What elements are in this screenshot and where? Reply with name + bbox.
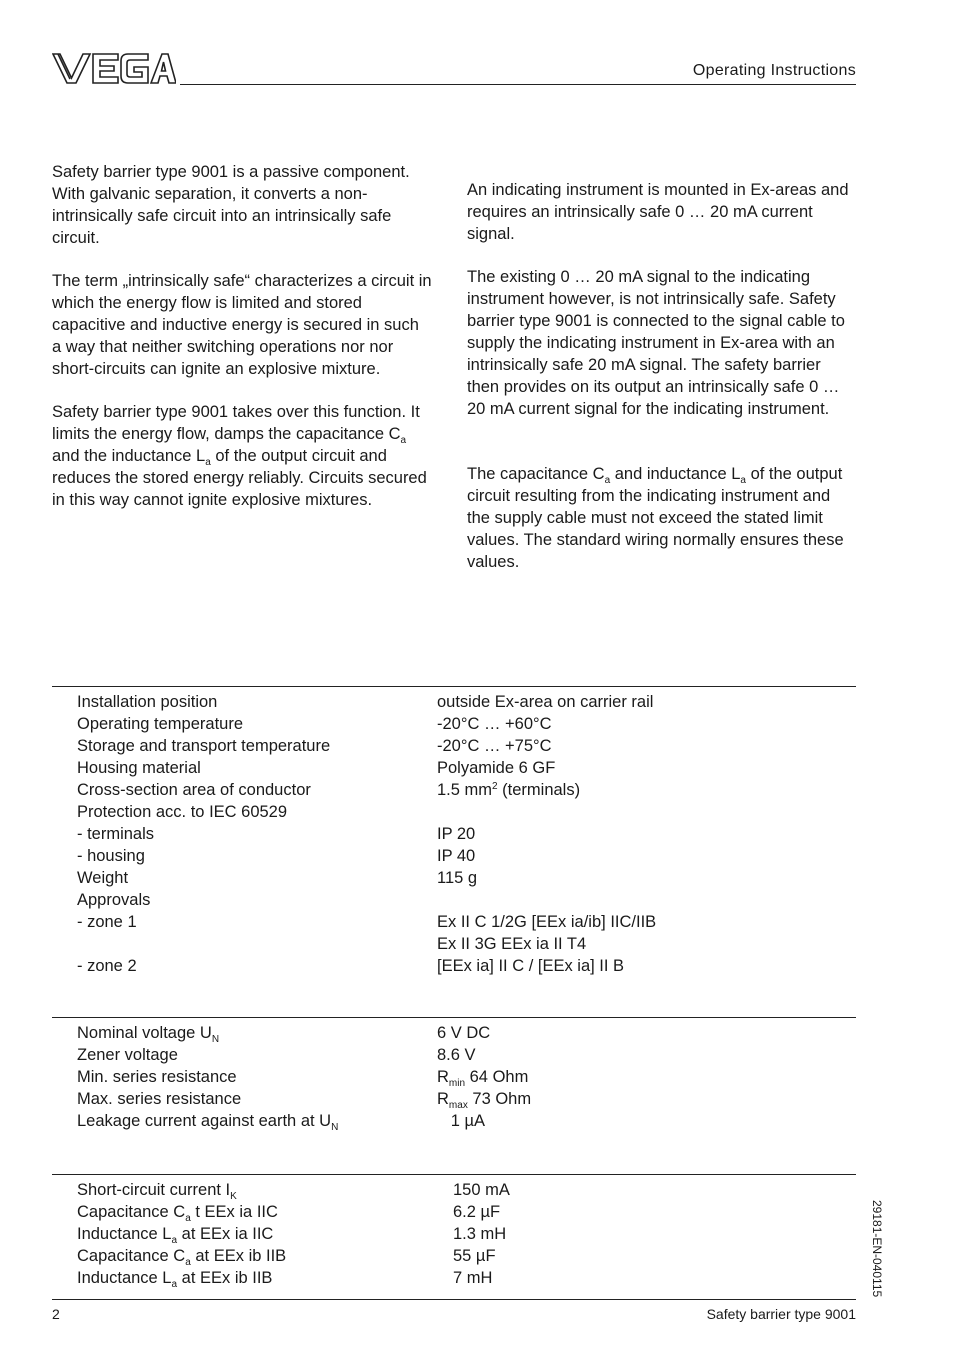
general-data-table [77,691,656,977]
table-row [77,889,656,911]
table-row [77,1179,510,1201]
row-value: $R_{max}$ 73 Ohm [437,1090,532,1111]
row-value: 1.3 mH [453,1225,507,1243]
row-value: outside Ex-area on carrier rail [437,693,654,711]
row-value: -20°C … +75°C [437,737,552,755]
row-value: 1.5 $mm^2$ (terminals) [437,781,581,799]
row-value: [EEx ia] II C / [EEx ia] II B [437,957,625,975]
row-value: Ex II 3G EEx ia II T4 [437,935,587,953]
row-value: 55 µF [453,1247,496,1265]
table-row [77,1044,531,1066]
row-label: - terminals [77,825,155,843]
vega-logo [52,50,176,86]
row-label: Min. series resistance [77,1068,237,1086]
table-row [77,1066,531,1088]
table-row [77,911,656,933]
table-row [77,1088,531,1110]
row-value: 150 mA [453,1181,510,1199]
header-rule [180,84,856,85]
row-value: IP 40 [437,847,476,865]
right-paragraph-2: The existing 0 … 20 mA signal to the indicating instrument however, is not intrinsically safe. Safety barrier type 9001 is connected to the signal cable to supply the indicating instrument in Ex-area with an intrinsically safe 20 mA signal. The safety barrier then provides on its output an intrinsically safe 0 … 20 mA current signal for the indicating instrument. [467,268,845,418]
right-paragraph-1: An indicating instrument is mounted in Ex-areas and requires an intrinsically safe 0 … 20 mA current signal. [467,181,849,243]
right-column [467,179,857,594]
table-row [77,1245,510,1267]
row-value: 1 µA [437,1112,486,1130]
document-number: 29181-EN-040115 [870,1200,884,1298]
footer-title: Safety barrier type 9001 [706,1306,856,1322]
output-data-table [77,1179,510,1289]
row-label: Nominal voltage $U_N$ [77,1024,220,1045]
table-row [77,713,656,735]
header-title: Operating Instructions [692,62,856,79]
row-label: Operating temperature [77,715,244,733]
row-label: Capacitance $C_a$ at EEx ib IIB [77,1247,287,1268]
table-row [77,933,656,955]
row-label: Inductance $L_a$ at EEx ia IIC [77,1225,274,1246]
row-label: Cross-section area of conductor [77,781,311,799]
row-label: Max. series resistance [77,1090,242,1108]
table-row [77,1201,510,1223]
table-row [77,845,656,867]
row-value: 115 g [437,869,478,887]
row-label: Weight [77,869,129,887]
right-paragraph-3: The capacitance $C_a$ and inductance $L_a$ of the output circuit resulting from the indicating instrument and the supply cable must not exceed the stated limit values. The standard wiring normally ensures these values. [467,465,844,571]
table-row [77,1110,531,1132]
row-label: - zone 1 [77,913,137,931]
row-value: Polyamide 6 GF [437,759,556,777]
table-row [77,1223,510,1245]
footer-rule [52,1299,856,1300]
row-label: - zone 2 [77,957,137,975]
row-label: Protection acc. to IEC 60529 [77,803,288,821]
row-value: Ex II C 1/2G [EEx ia/ib] IIC/IIB [437,913,657,931]
row-label: Housing material [77,759,201,777]
row-label: Installation position [77,693,218,711]
section-rule-supply [52,1017,856,1018]
row-label: Zener voltage [77,1046,178,1064]
section-rule-output [52,1174,856,1175]
table-row [77,823,656,845]
row-label: - housing [77,847,145,865]
table-row [77,757,656,779]
table-row [77,867,656,889]
left-paragraph-3: Safety barrier type 9001 takes over this function. It limits the energy flow, damps the capacitance $C_a$ and the inductance $L_a$ of the output circuit and reduces the stored energy reliably. Circuits secured in this way cannot ignite explosive mixtures. [52,403,427,509]
left-paragraph-2: The term „intrinsically safe“ characterizes a circuit in which the energy flow is limited and stored capacitive and inductive energy is secured in such a way that neither switching operations nor nor short-circuits can ignite an explosive mixture. [52,272,432,378]
table-row [77,779,656,801]
row-label: Leakage current against earth at $U_N$ [77,1112,339,1133]
row-value: -20°C … +60°C [437,715,552,733]
row-label: Approvals [77,891,151,909]
table-row [77,955,656,977]
left-column [52,161,432,532]
row-label: Storage and transport temperature [77,737,331,755]
row-label: Capacitance $C_a$ t EEx ia IIC [77,1203,278,1224]
row-value: 8.6 V [437,1046,476,1064]
row-value: IP 20 [437,825,476,843]
row-label [77,933,437,955]
row-label: Short-circuit current $I_K$ [77,1181,237,1202]
table-row [77,1267,510,1289]
table-row [77,735,656,757]
left-paragraph-1: Safety barrier type 9001 is a passive component. With galvanic separation, it converts a non-intrinsically safe circuit into an intrinsically safe circuit. [52,163,410,247]
table-row [77,1022,531,1044]
page-number: 2 [52,1306,60,1322]
row-value: $R_{min}$ 64 Ohm [437,1068,529,1089]
table-row [77,801,656,823]
row-value: 6 V DC [437,1024,491,1042]
supply-data-table [77,1022,531,1132]
row-value: 6.2 µF [453,1203,501,1221]
section-rule-general [52,686,856,687]
table-row [77,691,656,713]
row-label: Inductance $L_a$ at EEx ib IIB [77,1269,273,1290]
row-value: 7 mH [453,1269,493,1287]
